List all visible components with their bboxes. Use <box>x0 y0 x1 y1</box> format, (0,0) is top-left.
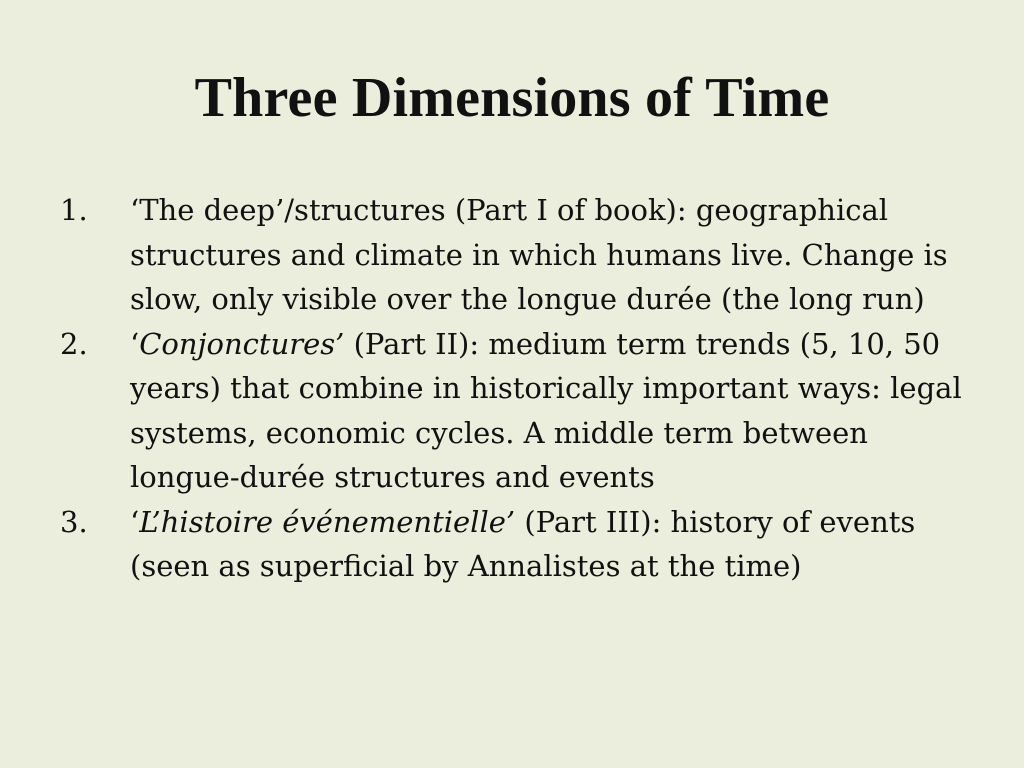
list-item-text <box>130 500 970 589</box>
list-item-text-emphasis: Conjonctures’ <box>139 326 345 361</box>
list-item <box>60 322 970 500</box>
list-item-text <box>130 322 970 500</box>
list-item-text <box>130 188 970 322</box>
list-item-number: 2. <box>60 326 88 361</box>
list-item-text-pre: ‘ <box>130 504 140 539</box>
list-item-text-pre: ‘ <box>130 326 140 361</box>
list-item-number: 1. <box>60 193 88 227</box>
slide-title: Three Dimensions of Time <box>194 67 830 129</box>
list-item-number: 3. <box>60 504 88 539</box>
list-item-text-pre: ‘The deep’/structures (Part I of book): geographical structures and climate in which humans live. Change is slow, only visible over the longue durée (the long run) <box>130 193 948 316</box>
list-item-text-emphasis: L’histoire événementielle’ <box>139 504 516 539</box>
numbered-list <box>60 188 970 589</box>
list-item <box>60 500 970 589</box>
list-item-text-post: (Part II): medium term trends (5, 10, 50 years) that combine in historically important ways: legal systems, economic cycles. A middle term between longue-durée structures and events <box>130 326 962 494</box>
list-item-text-post: (Part III): history of events (seen as superficial by Annalistes at the time) <box>130 504 916 583</box>
list-item <box>60 188 970 322</box>
